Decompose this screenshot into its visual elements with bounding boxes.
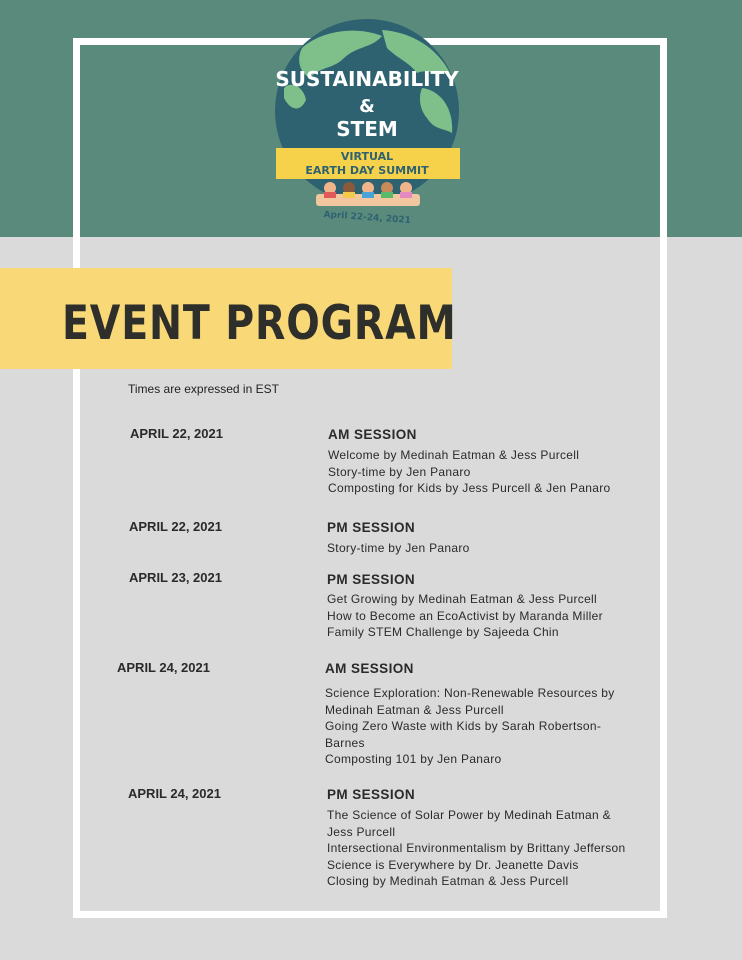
schedule-date: APRIL 23, 2021 (129, 570, 222, 585)
session-label: PM SESSION (327, 520, 416, 535)
logo-title-line1: SUSTAINABILITY (275, 67, 459, 91)
list-item: Composting 101 by Jen Panaro (325, 752, 502, 766)
session-label: AM SESSION (325, 661, 414, 676)
list-item: Science is Everywhere by Dr. Jeanette Davis (327, 857, 579, 872)
session-items (327, 591, 627, 641)
session-items (327, 807, 627, 890)
session-label: PM SESSION (327, 787, 416, 802)
logo-title-line3: STEM (336, 117, 398, 141)
schedule-date: APRIL 24, 2021 (117, 660, 210, 675)
kids-illustration (316, 182, 420, 206)
list-item: Intersectional Environmentalism by Brittany Jefferson (327, 841, 626, 855)
list-item: The Science of Solar Power by Medinah Eatman & Jess Purcell (327, 808, 611, 839)
session-label: AM SESSION (328, 427, 417, 442)
list-item: Composting for Kids by Jess Purcell & Jen Panaro (328, 481, 611, 495)
session-items (325, 685, 625, 768)
logo-title-line2: & (359, 96, 375, 117)
page-title: EVENT PROGRAM (62, 296, 457, 351)
list-item: Family STEM Challenge by Sajeeda Chin (327, 625, 559, 639)
list-item: Science Exploration: Non-Renewable Resources by Medinah Eatman & Jess Purcell (325, 686, 615, 717)
list-item: How to Become an EcoActivist by Maranda Miller (327, 608, 603, 623)
schedule-date: APRIL 22, 2021 (129, 519, 222, 534)
list-item: Welcome by Medinah Eatman & Jess Purcell (328, 448, 580, 462)
session-items (327, 540, 627, 557)
list-item: Going Zero Waste with Kids by Sarah Robertson-Barnes (325, 719, 602, 750)
list-item: Closing by Medinah Eatman & Jess Purcell (327, 874, 569, 888)
session-label: PM SESSION (327, 572, 416, 587)
list-item: Story-time by Jen Panaro (327, 541, 470, 555)
schedule-date: APRIL 22, 2021 (130, 426, 223, 441)
logo-ribbon-line2: EARTH DAY SUMMIT (305, 164, 429, 177)
schedule-date: APRIL 24, 2021 (128, 786, 221, 801)
logo-dates: April 22-24, 2021 (323, 209, 412, 227)
logo-ribbon-line1: VIRTUAL (340, 150, 394, 163)
timezone-note: Times are expressed in EST (128, 382, 279, 396)
session-items (328, 447, 628, 497)
summit-logo (262, 18, 472, 228)
list-item: Story-time by Jen Panaro (328, 464, 471, 479)
list-item: Get Growing by Medinah Eatman & Jess Purcell (327, 592, 597, 606)
